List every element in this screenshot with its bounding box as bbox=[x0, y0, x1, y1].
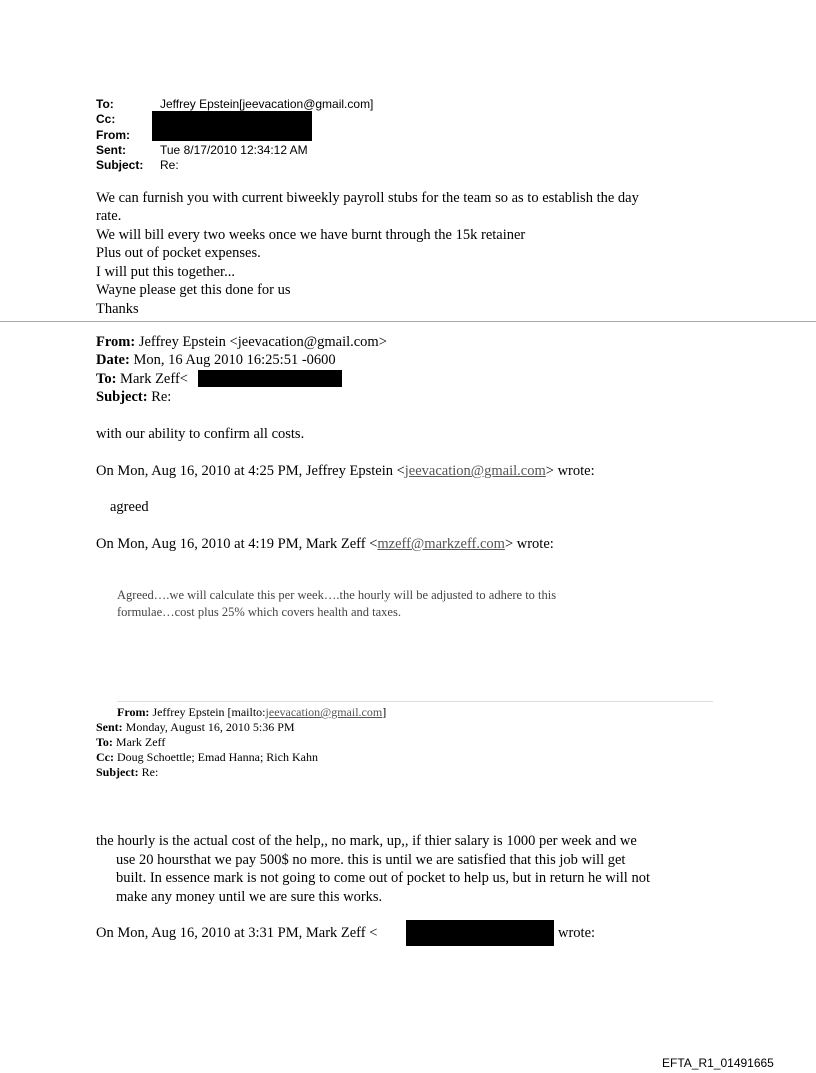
body-line: We can furnish you with current biweekly payroll stubs for the team so as to establish the day bbox=[96, 190, 639, 206]
quote2-line: formulae…cost plus 25% which covers health and taxes. bbox=[117, 605, 401, 619]
sent-label: Sent: bbox=[96, 143, 126, 157]
msg2-date-value: Mon, 16 Aug 2010 16:25:51 -0600 bbox=[129, 352, 336, 368]
sent-value: Tue 8/17/2010 12:34:12 AM bbox=[160, 143, 308, 157]
msg3-sent-value: Monday, August 16, 2010 5:36 PM bbox=[122, 720, 295, 734]
msg2-from-label: From: bbox=[96, 334, 136, 350]
msg2-from bbox=[96, 333, 387, 352]
redaction-box bbox=[198, 370, 342, 387]
msg3-subject bbox=[96, 765, 158, 780]
msg3-from-value: Jeffrey Epstein [mailto: bbox=[149, 705, 266, 719]
msg3-to bbox=[96, 735, 165, 750]
msg2-subject-value: Re: bbox=[147, 389, 172, 405]
quote1-prefix: On Mon, Aug 16, 2010 at 4:25 PM, Jeffrey Epstein < bbox=[96, 463, 405, 479]
msg3-body-line: make any money until we are sure this works. bbox=[116, 889, 383, 905]
msg3-subject-label: Subject: bbox=[96, 765, 139, 779]
msg3-from-close: ] bbox=[382, 705, 387, 719]
redaction-box bbox=[152, 111, 312, 141]
msg2-from-value: Jeffrey Epstein <jeevacation@gmail.com> bbox=[135, 334, 387, 350]
quote1-suffix: > wrote: bbox=[545, 463, 595, 479]
email-link[interactable]: jeevacation@gmail.com bbox=[404, 463, 546, 479]
msg3-sent bbox=[96, 720, 295, 735]
msg3-from bbox=[117, 705, 386, 720]
quote3-suffix: wrote: bbox=[558, 925, 596, 941]
msg3-body-line: built. In essence mark is not going to come out of pocket to help us, but in return he will not bbox=[116, 870, 650, 886]
msg3-sent-label: Sent: bbox=[96, 720, 123, 734]
body-line: We will bill every two weeks once we have burnt through the 15k retainer bbox=[96, 227, 526, 243]
document-id: EFTA_R1_01491665 bbox=[662, 1056, 774, 1070]
from-label: From: bbox=[96, 128, 130, 142]
msg3-cc bbox=[96, 750, 318, 765]
msg2-date bbox=[96, 351, 336, 370]
quote2-line: Agreed….we will calculate this per week….the hourly will be adjusted to adhere to this bbox=[117, 588, 557, 602]
msg3-cc-value: Doug Schoettle; Emad Hanna; Rich Kahn bbox=[114, 750, 318, 764]
msg3-body-line: use 20 hoursthat we pay 500$ no more. this is until we are satisfied that this job will get bbox=[116, 852, 626, 868]
body-line: rate. bbox=[96, 208, 122, 224]
msg2-body: with our ability to confirm all costs. bbox=[96, 426, 305, 442]
msg2-subject-label: Subject: bbox=[96, 389, 148, 405]
quote1-body: agreed bbox=[110, 499, 149, 515]
quote2-prefix: On Mon, Aug 16, 2010 at 4:19 PM, Mark Zeff < bbox=[96, 536, 378, 552]
quote3-prefix: On Mon, Aug 16, 2010 at 3:31 PM, Mark Zeff < bbox=[96, 925, 378, 941]
msg3-body-line: the hourly is the actual cost of the help,, no mark, up,, if thier salary is 1000 per week and we bbox=[96, 833, 637, 849]
msg2-to bbox=[96, 370, 188, 389]
body-line: I will put this together... bbox=[96, 264, 235, 280]
body-line: Thanks bbox=[96, 301, 139, 317]
msg2-to-label: To: bbox=[96, 371, 117, 387]
msg3-to-label: To: bbox=[96, 735, 113, 749]
email-link[interactable]: jeevacation@gmail.com bbox=[265, 705, 383, 719]
subject-value: Re: bbox=[160, 158, 179, 172]
email-link[interactable]: mzeff@markzeff.com bbox=[377, 536, 505, 552]
quote2-suffix: > wrote: bbox=[504, 536, 554, 552]
redaction-box bbox=[406, 920, 554, 946]
msg3-to-value: Mark Zeff bbox=[112, 735, 166, 749]
msg3-cc-label: Cc: bbox=[96, 750, 114, 764]
msg3-subject-value: Re: bbox=[138, 765, 159, 779]
body-line: Plus out of pocket expenses. bbox=[96, 245, 261, 261]
subject-label: Subject: bbox=[96, 158, 144, 172]
msg2-to-value: Mark Zeff< bbox=[116, 371, 188, 387]
divider bbox=[0, 321, 816, 322]
msg2-subject bbox=[96, 388, 171, 407]
body-line: Wayne please get this done for us bbox=[96, 282, 291, 298]
to-label: To: bbox=[96, 97, 114, 111]
divider bbox=[117, 701, 713, 702]
to-value: Jeffrey Epstein[jeevacation@gmail.com] bbox=[160, 97, 374, 111]
msg3-from-label: From: bbox=[117, 705, 150, 719]
quote2-attribution bbox=[96, 535, 554, 554]
quote1-attribution bbox=[96, 462, 595, 481]
msg2-date-label: Date: bbox=[96, 352, 130, 368]
cc-label: Cc: bbox=[96, 112, 116, 126]
